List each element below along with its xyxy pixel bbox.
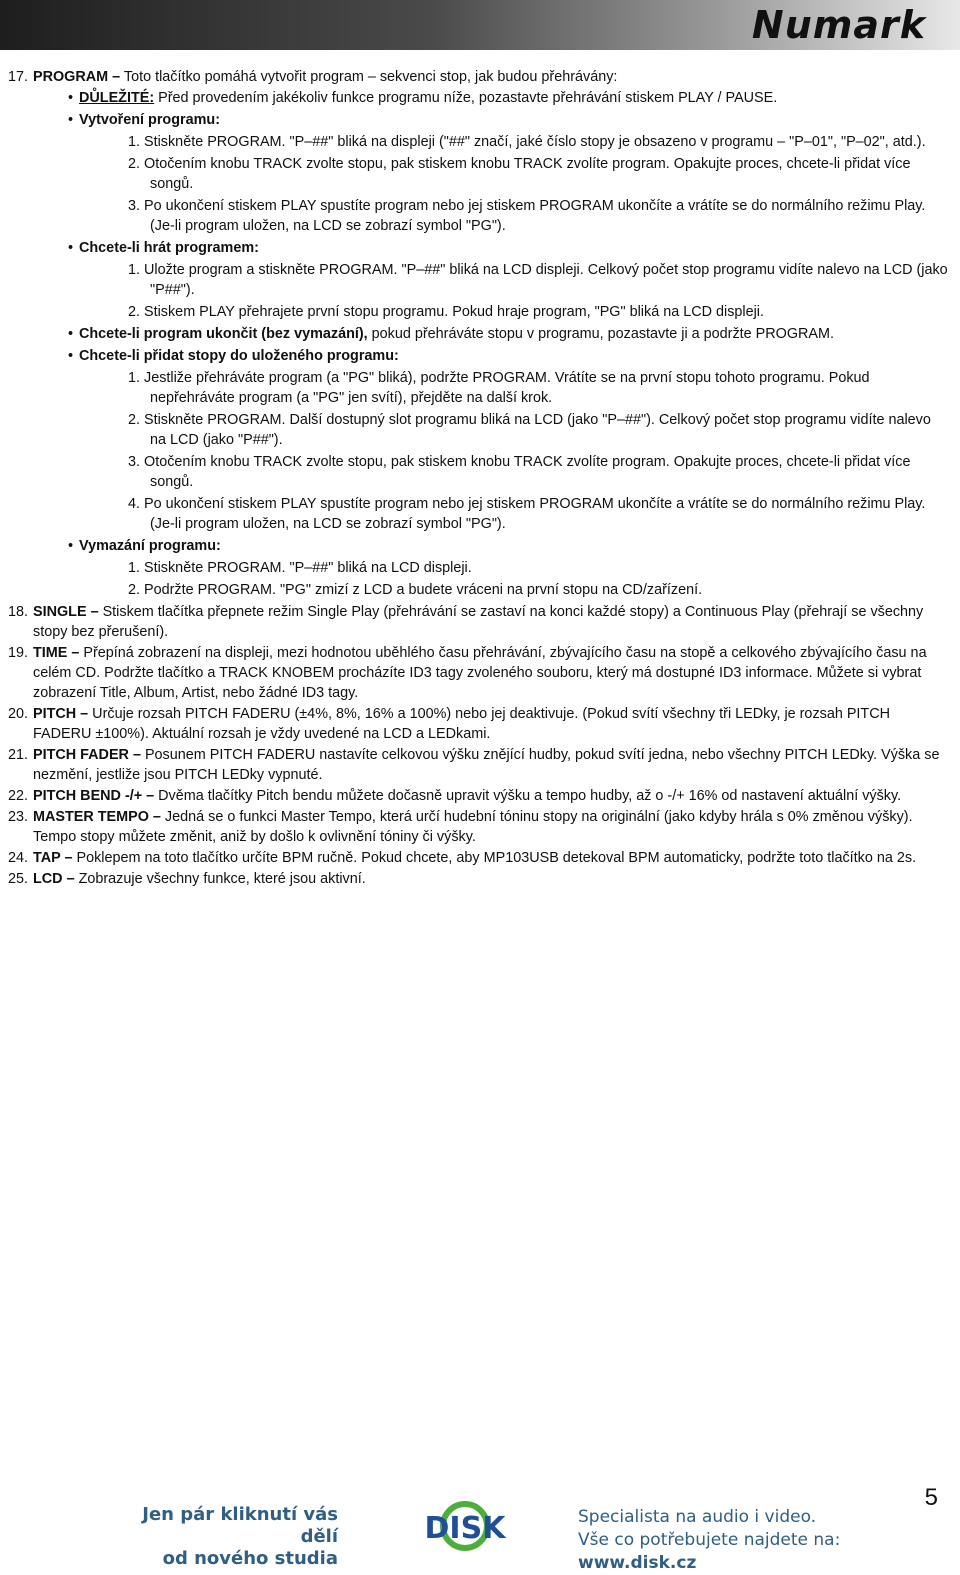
footer-slogan-line1: Jen pár kliknutí vás dělí (142, 1504, 338, 1547)
manual-item (8, 786, 948, 806)
manual-item (8, 807, 948, 847)
numark-logo: Numark (751, 3, 926, 47)
footer-contact-prefix: Vše co potřebujete najdete na: (578, 1530, 841, 1550)
bullet-text: Před provedením jakékoliv funkce programu níže, pozastavte přehrávání stiskem PLAY / PAUSE. (154, 90, 778, 106)
footer-contact-line2 (578, 1529, 960, 1575)
step-item: 1. Jestliže přehráváte program (a "PG" bliká), podržte PROGRAM. Vrátíte se na první stopu tohoto programu. Pokud nepřehráváte program (a "PG" jen svítí), přejděte na další krok. (128, 370, 870, 406)
footer (0, 1490, 960, 1573)
bullet-label-underline (79, 90, 154, 106)
item-text: Přepíná zobrazení na displeji, mezi hodnotou uběhlého času přehrávání, zbývajícího času na stopě a celkového zbývajícího času na celém CD. Podržte tlačítko a TRACK KNOBEM procházíte ID3 tagy zvoleného souboru, který má dostupné ID3 informace. Můžete si vybrat zobrazení Title, Album, Artist, nebo žádné ID3 tagy. (33, 645, 927, 701)
item-number: 17. (8, 69, 29, 85)
manual-item (8, 745, 948, 785)
step-item: 2. Stiskněte PROGRAM. Další dostupný slot programu bliká na LCD (jako "P–##"). Celkový počet stop programu vidíte nalevo na LCD (jako "P##"). (128, 412, 931, 448)
item-text: Poklepem na toto tlačítko určíte BPM ručně. Pokud chcete, aby MP103USB detekoval BPM automaticky, podržte toto tlačítko na 2s. (72, 850, 917, 866)
bullet-label: Chcete-li program ukončit (bez vymazání), (79, 326, 368, 342)
item-text: Zobrazuje všechny funkce, které jsou aktivní. (74, 871, 366, 887)
footer-slogan-line2: od nového studia (162, 1548, 338, 1569)
item-text: Určuje rozsah PITCH FADERU (±4%, 8%, 16% a 100%) nebo jej deaktivuje. (Pokud svítí všechny tři LEDky, je rozsah PITCH FADERU ±100%). Aktuální rozsah je vždy uvedené na LCD a LEDkami. (33, 706, 891, 742)
manual-item (8, 869, 948, 889)
item-title: SINGLE – (33, 604, 99, 620)
footer-slogan (118, 1504, 338, 1570)
item-text: Stiskem tlačítka přepnete režim Single Play (přehrávání se zastaví na konci každé stopy) a Continuous Play (přehrají se všechny stopy bez přerušení). (33, 604, 924, 640)
manual-item (8, 704, 948, 744)
step-item: 4. Po ukončení stiskem PLAY spustíte program nebo jej stiskem PROGRAM ukončíte a vrátíte se do normálního režimu Play. (Je-li program uložen, na LCD se zobrazí symbol "PG"). (128, 496, 926, 532)
item-title: TIME – (33, 645, 80, 661)
item-text: Posunem PITCH FADERU nastavíte celkovou výšku znějící hudby, pokud svítí jedna, nebo všechny PITCH LEDky. Výška se nezmění, jestliže jsou PITCH LEDky vypnuté. (33, 747, 940, 783)
manual-item (8, 643, 948, 703)
bullet-item (68, 238, 948, 258)
step-item: 3. Otočením knobu TRACK zvolte stopu, pak stiskem knobu TRACK zvolíte program. Opakujte proces, chcete-li přidat více songů. (128, 454, 911, 490)
footer-contact (578, 1506, 960, 1575)
item-title: PITCH BEND -/+ – (33, 788, 155, 804)
disk-logo (410, 1498, 520, 1558)
item-number: 20. (8, 706, 29, 722)
step-item: 3. Po ukončení stiskem PLAY spustíte program nebo jej stiskem PROGRAM ukončíte a vrátíte se do normálního režimu Play. (Je-li program uložen, na LCD se zobrazí symbol "PG"). (128, 198, 926, 234)
bullet-label: Chcete-li přidat stopy do uloženého programu: (79, 348, 399, 364)
item-number: 24. (8, 850, 29, 866)
bullet-item (68, 346, 948, 366)
manual-item (8, 67, 948, 87)
item-title: PITCH – (33, 706, 89, 722)
item-title: PITCH FADER – (33, 747, 141, 763)
bullet-text: pokud přehráváte stopu v programu, pozastavte ji a podržte PROGRAM. (367, 326, 834, 342)
step-item: 2. Stiskem PLAY přehrajete první stopu programu. Pokud hraje program, "PG" bliká na LCD displeji. (128, 304, 764, 320)
item-number: 22. (8, 788, 29, 804)
bullet-label: DŮLEŽITÉ: (79, 90, 155, 106)
bullet-label: Chcete-li hrát programem: (79, 240, 259, 256)
manual-item (8, 848, 948, 868)
page-number: 5 (924, 1484, 938, 1511)
item-number: 23. (8, 809, 29, 825)
bullet-item (68, 536, 948, 556)
bullet-item (68, 110, 948, 130)
step-item: 2. Podržte PROGRAM. "PG" zmizí z LCD a budete vráceni na první stopu na CD/zařízení. (128, 582, 703, 598)
item-title: TAP – (33, 850, 73, 866)
item-text: Jedná se o funkci Master Tempo, která určí hudební tóninu stopy na originální (jako kdyby hrála s 0% změnou výšky). Tempo stopy můžete změnit, aniž by došlo k ovlivnění tóniny či výšky. (33, 809, 913, 845)
bullet-item (68, 324, 948, 344)
item-title: PROGRAM – (33, 69, 121, 85)
item-title: LCD – (33, 871, 75, 887)
footer-contact-line1: Specialista na audio i video. (578, 1507, 817, 1527)
item-number: 21. (8, 747, 29, 763)
step-item: 1. Stiskněte PROGRAM. "P–##" bliká na displeji ("##" značí, jaké číslo stopy je obsazeno v programu – "P–01", "P–02", atd.). (128, 134, 926, 150)
item-number: 19. (8, 645, 29, 661)
footer-website-link[interactable]: www.disk.cz (578, 1553, 697, 1573)
step-item: 1. Uložte program a stiskněte PROGRAM. "P–##" bliká na LCD displeji. Celkový počet stop programu vidíte nalevo na LCD (jako "P##"). (128, 262, 948, 298)
item-number: 18. (8, 604, 29, 620)
item-title: MASTER TEMPO – (33, 809, 161, 825)
bullet-label: Vymazání programu: (79, 538, 221, 554)
step-item: 2. Otočením knobu TRACK zvolte stopu, pak stiskem knobu TRACK zvolíte program. Opakujte proces, chcete-li přidat více songů. (128, 156, 911, 192)
bullet-item (68, 88, 948, 108)
bullet-label: Vytvoření programu: (79, 112, 220, 128)
manual-item (8, 602, 948, 642)
header-bar (0, 0, 960, 50)
item-number: 25. (8, 871, 29, 887)
manual-content (8, 67, 948, 890)
item-text: Dvěma tlačítky Pitch bendu můžete dočasně upravit výšku a tempo hudby, až o -/+ 16% od nastavení aktuální výšky. (154, 788, 902, 804)
item-text: Toto tlačítko pomáhá vytvořit program – sekvenci stop, jak budou přehrávány: (120, 69, 618, 85)
step-item: 1. Stiskněte PROGRAM. "P–##" bliká na LCD displeji. (128, 560, 472, 576)
disk-logo-text: DISK (424, 1511, 506, 1546)
